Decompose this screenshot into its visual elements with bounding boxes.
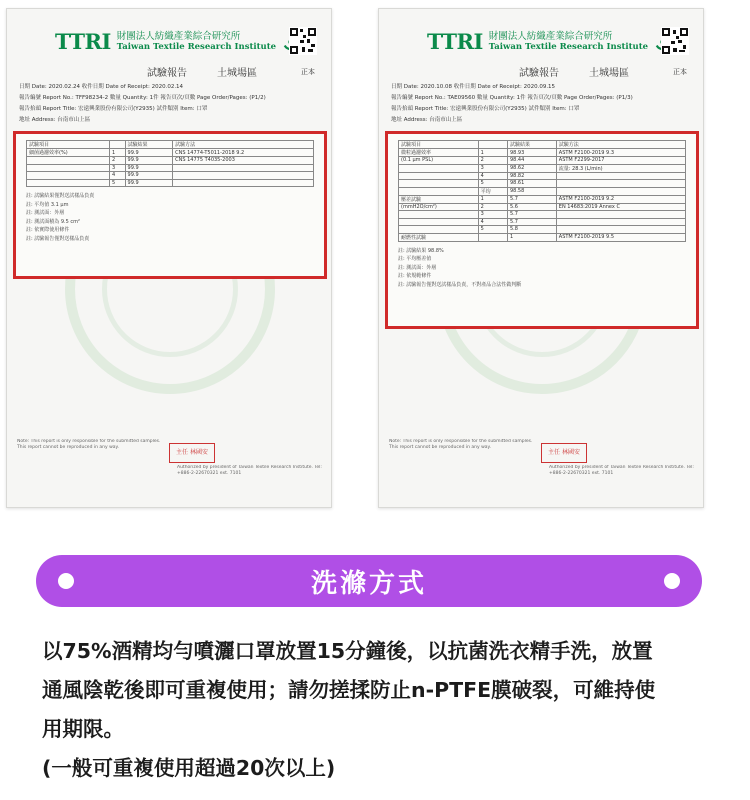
table-cell: 98.44 <box>507 157 556 165</box>
results-table <box>26 140 314 187</box>
ttri-logo: TTRI <box>55 29 111 54</box>
table-cell: 3 <box>109 164 125 172</box>
table-header-row <box>27 141 314 149</box>
table-cell: 4 <box>478 218 507 226</box>
table-cell: 3 <box>478 164 507 172</box>
table-cell <box>173 179 314 187</box>
table-cell: 2 <box>478 203 507 211</box>
report-field: 報告編號 Report No.: TAE09560 數量 Quantity: 1件 報告頁次/頁數 Page Order/Pages: (P1/3) <box>391 95 633 101</box>
report-note: 註: 依規範條件 <box>398 273 432 279</box>
washing-method-banner <box>36 555 702 607</box>
table-cell: (0.1 μm PSL) <box>399 157 479 165</box>
table-cell <box>556 211 685 219</box>
qr-code-icon <box>289 27 317 55</box>
table-row <box>399 218 686 226</box>
qr-code-icon <box>661 27 689 55</box>
report-header <box>55 29 300 54</box>
director-stamp: 主任 林國安 <box>169 443 215 463</box>
table-row <box>27 179 314 187</box>
table-row <box>399 172 686 180</box>
report-note: 註: 試驗報告僅對送試樣品負責，不對產品合法性做判斷 <box>398 281 522 288</box>
report-field: 地址 Address: 台南市山上區 <box>391 117 463 123</box>
ttri-logo: TTRI <box>427 29 483 54</box>
report-note: 註: 測試面：外層 <box>26 210 65 216</box>
table-row <box>27 164 314 172</box>
table-cell: 98.58 <box>507 187 556 195</box>
table-cell <box>399 164 479 172</box>
report-footer <box>389 439 695 508</box>
report-title: 試驗報告 <box>147 68 187 79</box>
table-cell: 2 <box>478 157 507 165</box>
table-cell: 5 <box>478 226 507 234</box>
results-table <box>398 140 686 242</box>
table-cell: 99.9 <box>125 172 173 180</box>
director-stamp: 主任 林國安 <box>541 443 587 463</box>
table-row <box>399 187 686 195</box>
table-cell: ASTM F2100-2019 9.2 <box>556 195 685 203</box>
table-cell <box>399 226 479 234</box>
table-cell: 1 <box>507 233 556 241</box>
highlighted-test-results <box>13 131 327 279</box>
header-test-result: 試驗結果 <box>507 141 556 149</box>
table-cell: ASTM F2100-2019 9.5 <box>556 233 685 241</box>
table-cell <box>556 218 685 226</box>
table-row <box>27 149 314 157</box>
table-cell: 1 <box>478 149 507 157</box>
table-cell: 5 <box>109 179 125 187</box>
table-cell: 流量: 28.3 (L/min) <box>556 164 685 172</box>
report-note: 註: 測試面積為 9.5 cm² <box>26 218 81 225</box>
header-test-method: 試驗方法 <box>556 141 685 149</box>
table-cell: (mmH2O/cm²) <box>399 203 479 211</box>
table-cell <box>399 180 479 188</box>
table-cell <box>556 226 685 234</box>
header-spacer <box>478 141 507 149</box>
highlighted-test-results <box>385 131 699 329</box>
banner-dot-icon <box>58 573 74 589</box>
table-cell: 2 <box>109 157 125 165</box>
table-cell: 3 <box>478 211 507 219</box>
footer-note: Note: This report is only responsible for the submitted samples. This report cannot be reproduced in any way. <box>17 439 161 450</box>
table-cell: 99.9 <box>125 149 173 157</box>
report-note: 註: 平均壓差值 <box>398 256 432 262</box>
report-note: 註: 依實際使用條件 <box>26 227 70 233</box>
report-note: 註: 平均值 3.1 μm <box>26 201 69 208</box>
test-report-left <box>6 8 332 508</box>
original-label: 正本 <box>301 68 315 76</box>
table-cell: 4 <box>478 172 507 180</box>
banner-title: 洗滌方式 <box>310 568 427 599</box>
report-field: 報告編號 Report No.: TFF98234-2 數量 Quantity: 1件 報告頁次/頁數 Page Order/Pages: (P1/2) <box>19 95 266 101</box>
header-test-item: 試驗項目 <box>27 141 110 149</box>
table-row <box>27 157 314 165</box>
table-cell <box>556 180 685 188</box>
table-cell <box>27 172 110 180</box>
banner-dot-icon <box>664 573 680 589</box>
table-cell: ASTM F2299-2017 <box>556 157 685 165</box>
table-row <box>399 180 686 188</box>
table-cell: 5.6 <box>507 203 556 211</box>
org-name: 財團法人紡織產業綜合研究所 Taiwan Textile Research Institute <box>116 30 277 52</box>
report-header <box>427 29 672 54</box>
instruction-line: (一般可重複使用超過20次以上) <box>42 756 336 780</box>
table-cell: 5.8 <box>507 226 556 234</box>
table-cell: 98.93 <box>507 149 556 157</box>
table-cell: 5 <box>478 180 507 188</box>
table-row <box>399 233 686 241</box>
org-name: 財團法人紡織產業綜合研究所 Taiwan Textile Research Institute <box>488 30 649 52</box>
report-field: 地址 Address: 台南市山上區 <box>19 117 91 123</box>
report-note: 註: 測試面：外層 <box>398 264 437 271</box>
instruction-line: 通風陰乾後即可重複使用；請勿搓揉防止n-PTFE膜破裂，可維持使 <box>42 678 656 702</box>
table-row <box>399 149 686 157</box>
table-row <box>399 157 686 165</box>
table-cell: 98.62 <box>507 164 556 172</box>
original-label: 正本 <box>673 68 687 76</box>
table-cell: 4 <box>109 172 125 180</box>
table-header-row <box>399 141 686 149</box>
table-cell <box>399 172 479 180</box>
report-location: 土城場區 <box>217 68 257 79</box>
table-cell: 細菌過濾效率(%) <box>27 149 110 157</box>
table-cell <box>399 211 479 219</box>
header-test-item: 試驗項目 <box>399 141 479 149</box>
table-row <box>399 226 686 234</box>
table-cell: ASTM F2100-2019 9.3 <box>556 149 685 157</box>
table-cell <box>27 179 110 187</box>
report-field: 日期 Date: 2020.10.08 收件日期 Date of Receipt: 2020.09.15 <box>391 84 556 90</box>
table-row <box>399 195 686 203</box>
table-cell <box>27 157 110 165</box>
table-cell <box>173 164 314 172</box>
instruction-line: 以75%酒精均勻噴灑口罩放置15分鐘後，以抗菌洗衣精手洗，放置 <box>42 639 653 663</box>
table-cell: 99.9 <box>125 179 173 187</box>
header-spacer <box>109 141 125 149</box>
table-cell: CNS 14774-T5011-2018 9.2 <box>173 149 314 157</box>
table-cell: EN 14683:2019 Annex C <box>556 203 685 211</box>
table-row <box>399 203 686 211</box>
washing-instructions <box>42 632 722 788</box>
table-cell: 1 <box>478 195 507 203</box>
report-notes <box>26 192 314 243</box>
report-notes <box>398 247 686 290</box>
table-cell <box>399 218 479 226</box>
table-cell: 99.9 <box>125 157 173 165</box>
table-cell <box>556 187 685 195</box>
table-cell: 微粒過濾效率 <box>399 149 479 157</box>
table-cell: 98.82 <box>507 172 556 180</box>
footer-authorization: Authorized by president of Taiwan Textile Research Institute. Tel: +886-2-22670321 ext. 7101 <box>549 465 694 476</box>
table-cell <box>27 164 110 172</box>
table-row <box>27 172 314 180</box>
table-row <box>399 164 686 172</box>
table-cell: CNS 14775 T4035-2003 <box>173 157 314 165</box>
table-cell: 1 <box>109 149 125 157</box>
report-title: 試驗報告 <box>519 68 559 79</box>
table-row <box>399 211 686 219</box>
table-cell: 耐燃性試驗 <box>399 233 479 241</box>
table-cell <box>556 172 685 180</box>
footer-authorization: Authorized by president of Taiwan Textile Research Institute. Tel: +886-2-22670321 ext. 7101 <box>177 465 322 476</box>
table-cell <box>478 233 507 241</box>
report-note: 註: 試驗報告僅對送樣品負責 <box>26 235 90 242</box>
table-cell <box>173 172 314 180</box>
test-report-right <box>378 8 704 508</box>
report-location: 土城場區 <box>589 68 629 79</box>
table-cell <box>399 187 479 195</box>
report-field: 報告抬頭 Report Title: 宏遠興業股份有限公司(Y2935) 試件類別 Item: 口罩 <box>391 106 580 112</box>
table-cell: 5.7 <box>507 218 556 226</box>
table-cell: 5.7 <box>507 195 556 203</box>
report-field: 報告抬頭 Report Title: 宏遠興業股份有限公司(Y2935) 試件類別 Item: 口罩 <box>19 106 208 112</box>
header-test-result: 試驗結果 <box>125 141 173 149</box>
table-cell: 99.9 <box>125 164 173 172</box>
table-cell: 壓差試驗 <box>399 195 479 203</box>
report-field: 日期 Date: 2020.02.24 收件日期 Date of Receipt: 2020.02.14 <box>19 84 184 90</box>
table-cell: 平均 <box>478 187 507 195</box>
report-note: 註: 試驗結果僅對送試樣品負責 <box>26 193 95 199</box>
report-footer <box>17 439 323 508</box>
instruction-line: 用期限。 <box>42 717 124 741</box>
report-note: 註: 試驗結果 98.8% <box>398 247 444 254</box>
footer-note: Note: This report is only responsible for the submitted samples. This report cannot be reproduced in any way. <box>389 439 533 450</box>
header-test-method: 試驗方法 <box>173 141 314 149</box>
table-cell: 5.7 <box>507 211 556 219</box>
table-cell: 98.61 <box>507 180 556 188</box>
